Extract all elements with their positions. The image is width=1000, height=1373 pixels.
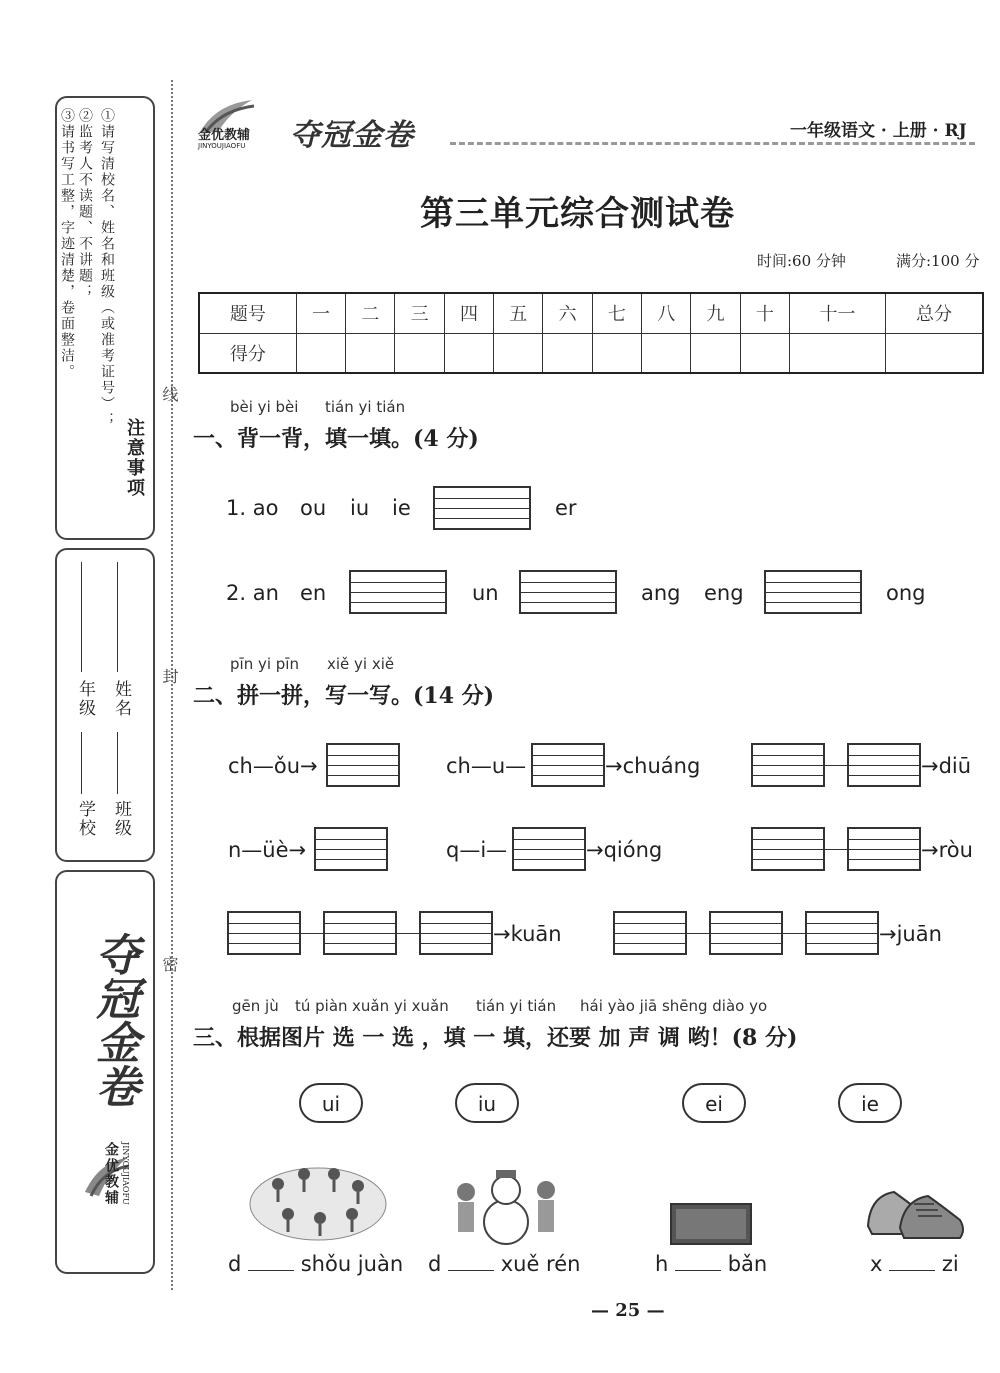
score-table-score-row (199, 333, 983, 373)
q2-r2a-text: n—üè→ (228, 838, 307, 862)
q1-l2-item: en (300, 581, 327, 605)
score-input-cell[interactable] (691, 333, 740, 373)
score-input-cell[interactable] (346, 333, 395, 373)
score-cell: 八 (642, 293, 691, 333)
shoes-picture (864, 1182, 968, 1246)
cloud-option: iu (455, 1083, 519, 1123)
writing-box[interactable] (764, 570, 862, 614)
score-input-cell[interactable] (444, 333, 493, 373)
school-line (81, 732, 82, 794)
score-input-cell[interactable] (592, 333, 641, 373)
name-line (117, 562, 118, 672)
q2-r2b-text: q—i— (446, 838, 508, 862)
notice-line-1: ①请写清校名、姓名和班级（或准考证号）； (99, 108, 115, 428)
q3-pinyin: tú piàn (295, 997, 348, 1015)
connector-line (397, 933, 419, 934)
answer-suffix: shǒu juàn (300, 1252, 404, 1276)
blackboard-picture (670, 1203, 752, 1249)
writing-box[interactable] (419, 911, 493, 955)
writing-box[interactable] (805, 911, 879, 955)
score-input-cell[interactable] (543, 333, 592, 373)
q1-l2-item: 2. an (226, 581, 279, 605)
sidebar-publisher: 金优教辅 (103, 1142, 119, 1206)
grade-label: 年级 (75, 680, 95, 718)
writing-box[interactable] (314, 827, 388, 871)
answer-prefix: d (228, 1252, 242, 1276)
q1-l1-item: ie (392, 496, 411, 520)
writing-box[interactable] (349, 570, 447, 614)
cut-label-secret: 密 (160, 956, 179, 972)
answer-suffix: zi (941, 1252, 959, 1276)
connector-line (687, 933, 709, 934)
writing-box[interactable] (709, 911, 783, 955)
score-cell: 九 (691, 293, 740, 333)
q1-l1-item: 1. ao (226, 496, 279, 520)
connector-line (301, 933, 323, 934)
score-info: 满分:100 分 (896, 252, 980, 270)
q2-r2c-end: →ròu (921, 838, 973, 862)
q3-pinyin: tián yi tián (476, 997, 557, 1015)
answer-blank[interactable] (675, 1252, 721, 1271)
answer-suffix: bǎn (727, 1252, 768, 1276)
q1-l1-after: er (555, 496, 577, 520)
answer-blank[interactable] (248, 1252, 294, 1271)
q2-pinyin-b: xiě yi xiě (327, 655, 395, 673)
q2-pinyin-a: pīn yi pīn (230, 655, 299, 673)
score-input-cell[interactable] (789, 333, 885, 373)
answer-prefix: d (428, 1252, 442, 1276)
handkerchief-game-picture (248, 1160, 388, 1246)
writing-box[interactable] (326, 743, 400, 787)
q1-title: 一、背一背，填一填。(4 分) (193, 426, 479, 452)
answer-prefix: h (655, 1252, 669, 1276)
q2-r1a-text: ch—ǒu→ (228, 754, 318, 778)
writing-box[interactable] (433, 486, 531, 530)
cut-label-seal: 封 (160, 668, 179, 684)
score-cell: 总分 (886, 293, 983, 333)
q2-r1c-end: →diū (921, 754, 972, 778)
name-label: 姓名 (111, 680, 131, 718)
q1-l2-mid2b: eng (704, 581, 744, 605)
writing-box[interactable] (519, 570, 617, 614)
score-cell: 一 (296, 293, 345, 333)
q3-pinyin: hái yào jiā shēng diào yo (580, 997, 768, 1015)
cloud-option: ei (682, 1083, 746, 1123)
page-number: — 25 — (591, 1300, 665, 1321)
answer-blank[interactable] (889, 1252, 935, 1271)
writing-box[interactable] (751, 743, 825, 787)
answer-suffix: xuě rén (500, 1252, 581, 1276)
q2-r3b-end: →juān (879, 922, 942, 946)
q1-l2-after: ong (886, 581, 926, 605)
header-publisher: 金优教辅 (198, 128, 251, 143)
score-input-cell[interactable] (296, 333, 345, 373)
score-input-cell[interactable] (395, 333, 444, 373)
connector-line (825, 765, 847, 766)
class-line (117, 732, 118, 794)
writing-box[interactable] (613, 911, 687, 955)
score-cell: 七 (592, 293, 641, 333)
notice-line-3: ③请书写工整，字迹清楚，卷面整洁。 (59, 108, 75, 380)
writing-box[interactable] (531, 743, 605, 787)
time-info: 时间:60 分钟 (757, 252, 846, 270)
q3-answer-3 (655, 1252, 767, 1276)
q3-title: 三、根据图片 选 一 选 ，填 一 填，还要 加 声 调 哟！(8 分) (193, 1025, 798, 1051)
score-cell: 题号 (199, 293, 296, 333)
score-table-header-row (199, 293, 983, 333)
sidebar-brand-logo: 夺冠金卷 (88, 932, 139, 1108)
score-input-cell[interactable] (740, 333, 789, 373)
student-info-box (55, 548, 155, 862)
score-input-cell[interactable] (642, 333, 691, 373)
school-label: 学校 (75, 800, 95, 838)
score-cell: 二 (346, 293, 395, 333)
connector-line (783, 933, 805, 934)
cut-line (171, 80, 173, 1290)
header-brand: 夺冠金卷 (290, 118, 414, 153)
q1-l2-mid2a: ang (641, 581, 681, 605)
q1-pinyin-b: tián yi tián (325, 398, 406, 416)
score-table (198, 292, 984, 374)
writing-box[interactable] (512, 827, 586, 871)
sidebar-publisher-en: JINYOUJIAOFU (121, 1142, 130, 1205)
grade-line (81, 562, 82, 672)
page-title: 第三单元综合测试卷 (420, 194, 735, 234)
snowman-picture (448, 1166, 564, 1250)
notice-title: 注意事项 (124, 418, 145, 498)
notice-box (55, 96, 155, 540)
class-label: 班级 (111, 800, 131, 838)
connector-line (825, 849, 847, 850)
score-cell: 六 (543, 293, 592, 333)
q2-r1b-text: ch—u— (446, 754, 527, 778)
score-cell: 十 (740, 293, 789, 333)
q1-l1-item: iu (350, 496, 370, 520)
writing-box[interactable] (323, 911, 397, 955)
q3-answer-4 (870, 1252, 959, 1276)
q3-answer-1 (228, 1252, 403, 1276)
q2-r1b-end: →chuáng (605, 754, 701, 778)
cut-label-line: 线 (160, 386, 179, 402)
q1-l1-item: ou (300, 496, 327, 520)
score-cell: 五 (494, 293, 543, 333)
notice-line-2: ②监考人不读题、不讲题； (77, 108, 93, 300)
score-cell: 三 (395, 293, 444, 333)
header-rule (450, 142, 975, 145)
score-cell: 四 (444, 293, 493, 333)
q1-l2-mid1: un (472, 581, 499, 605)
score-input-cell[interactable] (886, 333, 983, 373)
score-row-label: 得分 (199, 333, 296, 373)
answer-blank[interactable] (448, 1252, 494, 1271)
q2-title: 二、拼一拼，写一写。(14 分) (193, 683, 495, 709)
writing-box[interactable] (227, 911, 301, 955)
q3-pinyin: xuǎn yi xuǎn (352, 997, 449, 1015)
brand-box (55, 870, 155, 1274)
writing-box[interactable] (847, 827, 921, 871)
header-publisher-en: JINYOUJIAOFU (198, 142, 246, 150)
q2-r3a-end: →kuān (493, 922, 562, 946)
cloud-option: ie (838, 1083, 902, 1123)
score-input-cell[interactable] (494, 333, 543, 373)
answer-prefix: x (870, 1252, 883, 1276)
q3-answer-2 (428, 1252, 580, 1276)
writing-box[interactable] (751, 827, 825, 871)
writing-box[interactable] (847, 743, 921, 787)
cloud-option: ui (299, 1083, 363, 1123)
score-cell: 十一 (789, 293, 885, 333)
q1-pinyin-a: bèi yi bèi (230, 398, 299, 416)
header-grade-subject: 一年级语文 · 上册 · RJ (790, 121, 967, 141)
q3-pinyin: gēn jù (232, 997, 279, 1015)
q2-r2b-end: →qióng (586, 838, 663, 862)
